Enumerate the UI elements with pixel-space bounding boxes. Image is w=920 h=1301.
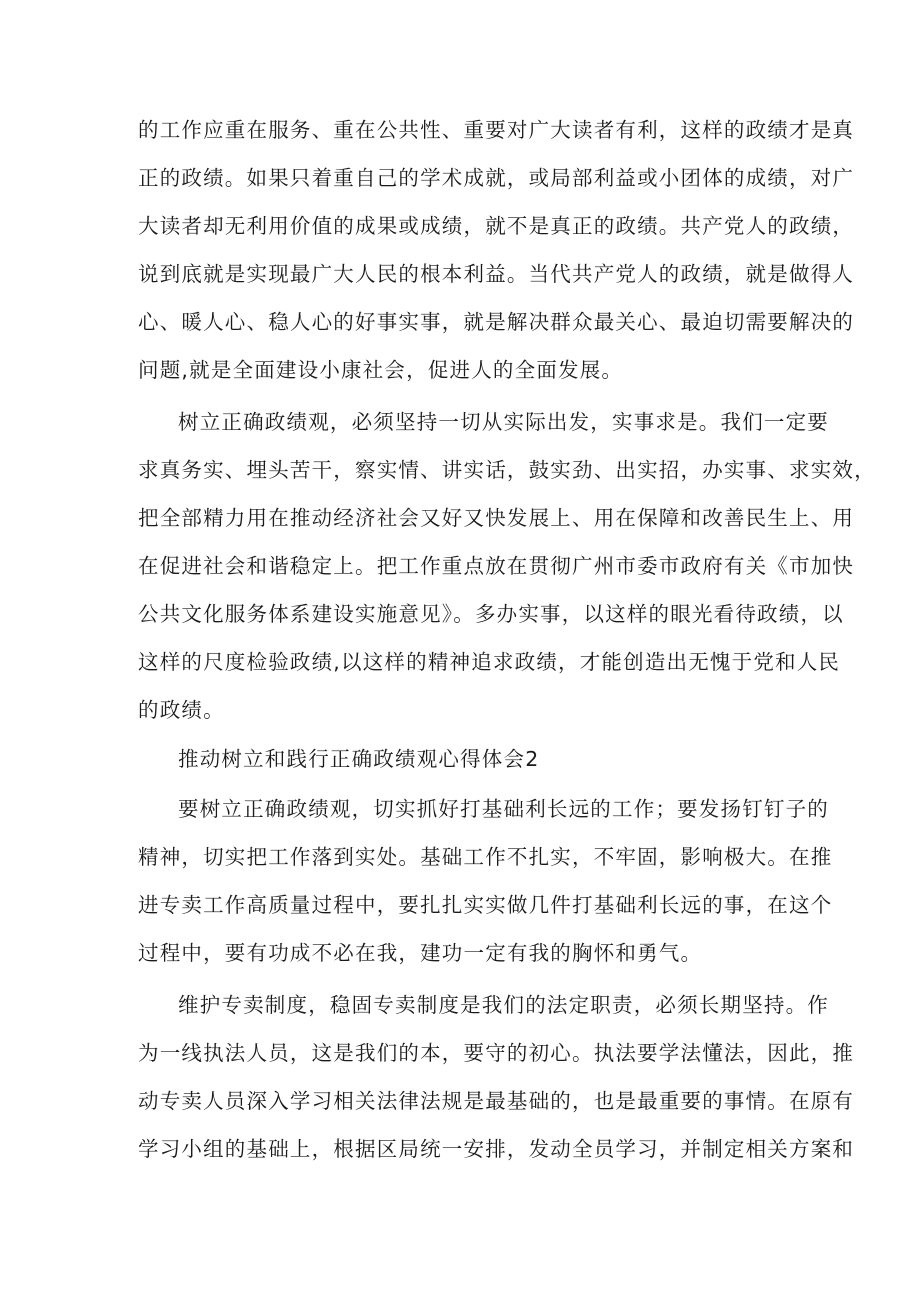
text-line: 大读者却无利用价值的成果或成绩，就不是真正的政绩。共产党人的政绩， — [138, 214, 855, 238]
text-line: 树立正确政绩观，必须坚持一切从实际出发，实事求是。我们一定要 — [178, 410, 829, 434]
text-line: 进专卖工作高质量过程中，要扎扎实实做几件打基础利长远的事，在这个 — [138, 893, 833, 917]
text-line: 动专卖人员深入学习相关法律法规是最基础的，也是最重要的事情。在原有 — [138, 1089, 855, 1113]
text-line: 学习小组的基础上，根据区局统一安排，发动全员学习，并制定相关方案和 — [138, 1137, 855, 1161]
text-line: 说到底就是实现最广大人民的根本利益。当代共产党人的政绩，就是做得人 — [138, 262, 855, 286]
text-line: 求真务实、埋头苦干，察实情、讲实话，鼓实劲、出实招，办实事、求实效， — [138, 458, 876, 482]
text-line: 精神，切实把工作落到实处。基础工作不扎实，不牢固，影响极大。在推 — [138, 845, 833, 869]
text-line: 维护专卖制度，稳固专卖制度是我们的法定职责，必须长期坚持。作 — [178, 993, 829, 1017]
text-line: 问题,就是全面建设小康社会，促进人的全面发展。 — [138, 358, 624, 382]
text-line: 这样的尺度检验政绩,以这样的精神追求政绩，才能创造出无愧于党和人民 — [138, 650, 841, 674]
text-line: 把全部精力用在推动经济社会又好又快发展上、用在保障和改善民生上、用 — [138, 506, 855, 530]
text-line: 过程中，要有功成不必在我，建功一定有我的胸怀和勇气。 — [138, 941, 703, 965]
text-line: 正的政绩。如果只着重自己的学术成就，或局部利益或小团体的成绩，对广 — [138, 166, 855, 190]
text-line: 公共文化服务体系建设实施意见》。多办实事，以这样的眼光看待政绩，以 — [138, 602, 844, 626]
text-line: 要树立正确政绩观，切实抓好打基础利长远的工作；要发扬钉钉子的 — [178, 797, 829, 821]
text-line: 的政绩。 — [138, 698, 225, 722]
text-line: 在促进社会和谐稳定上。把工作重点放在贯彻广州市委市政府有关《市加快 — [138, 554, 855, 578]
section-heading: 推动树立和践行正确政绩观心得体会2 — [178, 747, 540, 771]
text-line: 的工作应重在服务、重在公共性、重要对广大读者有利，这样的政绩才是真 — [138, 118, 855, 142]
text-line: 心、暖人心、稳人心的好事实事，就是解决群众最关心、最迫切需要解决的 — [138, 310, 855, 334]
text-line: 为一线执法人员，这是我们的本，要守的初心。执法要学法懂法，因此，推 — [138, 1041, 855, 1065]
